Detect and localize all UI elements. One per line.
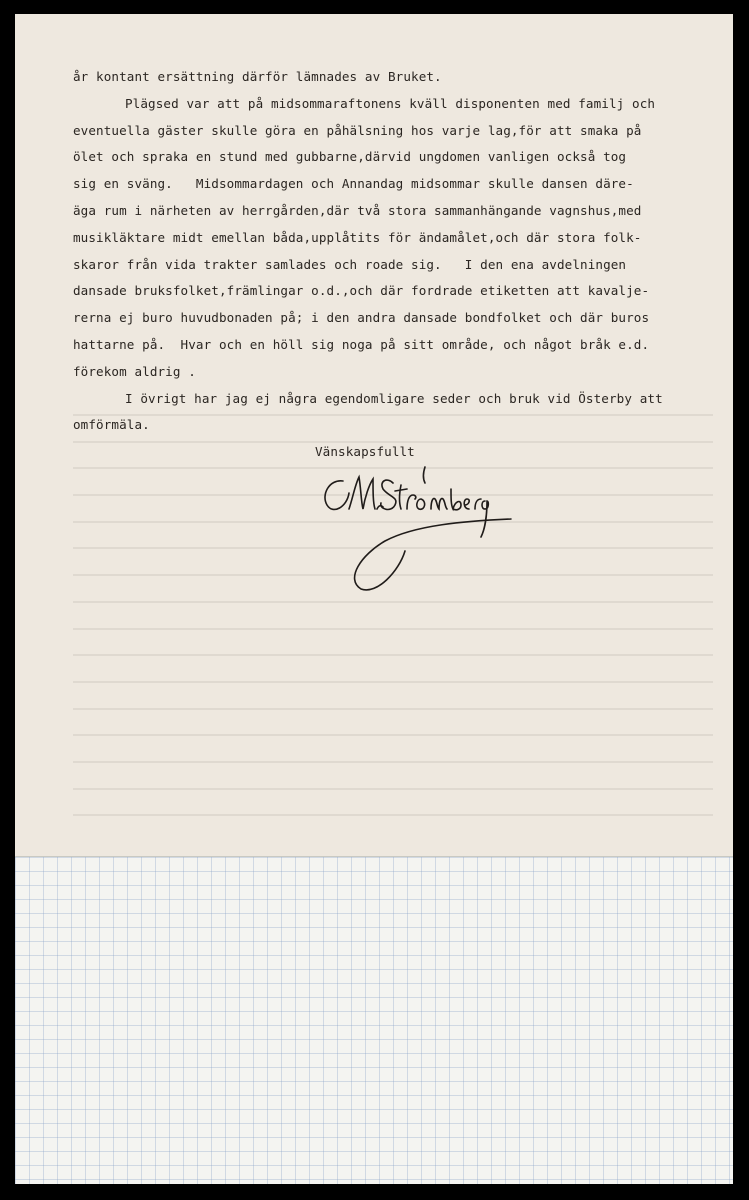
text-line: I övrigt har jag ej några egendomligare seder och bruk vid Österby att — [125, 390, 663, 406]
text-line: år kontant ersättning därför lämnades av Bruket. — [73, 69, 442, 84]
handwritten-signature — [315, 459, 515, 609]
closing-text: Vänskapsfullt — [315, 444, 415, 460]
document-page — [15, 14, 733, 1184]
text-line: hattarne på. Hvar och en höll sig noga på sitt område, och något bråk e.d. — [73, 336, 650, 352]
text-line: ölet och spraka en stund med gubbarne,därvid ungdomen vanligen också tog — [73, 149, 627, 165]
text-line: Plägsed var att på midsommaraftonens kväll disponenten med familj och — [125, 95, 656, 111]
text-line: omförmäla. — [73, 417, 150, 433]
text-line: musikläktare midt emellan båda,upplåtits för ändamålet,och där stora folk- — [73, 229, 642, 245]
text-line: dansade bruksfolket,främlingar o.d.,och där fordrade etiketten att kavalje- — [73, 283, 650, 299]
typed-letter-body — [73, 64, 723, 466]
text-line: förekom aldrig . — [73, 363, 196, 379]
text-line: äga rum i närheten av herrgården,där två stora sammanhängande vagnshus,med — [73, 202, 642, 218]
text-line: sig en sväng. Midsommardagen och Annandag midsommar skulle dansen däre- — [73, 176, 634, 192]
text-line: skaror från vida trakter samlades och roade sig. I den ena avdelningen — [73, 256, 627, 272]
graph-paper-sheet — [15, 856, 733, 1184]
text-line: eventuella gäster skulle göra en påhälsning hos varje lag,för att smaka på — [73, 122, 642, 138]
text-line: rerna ej buro huvudbonaden på; i den andra dansade bondfolket och där buros — [73, 310, 650, 326]
